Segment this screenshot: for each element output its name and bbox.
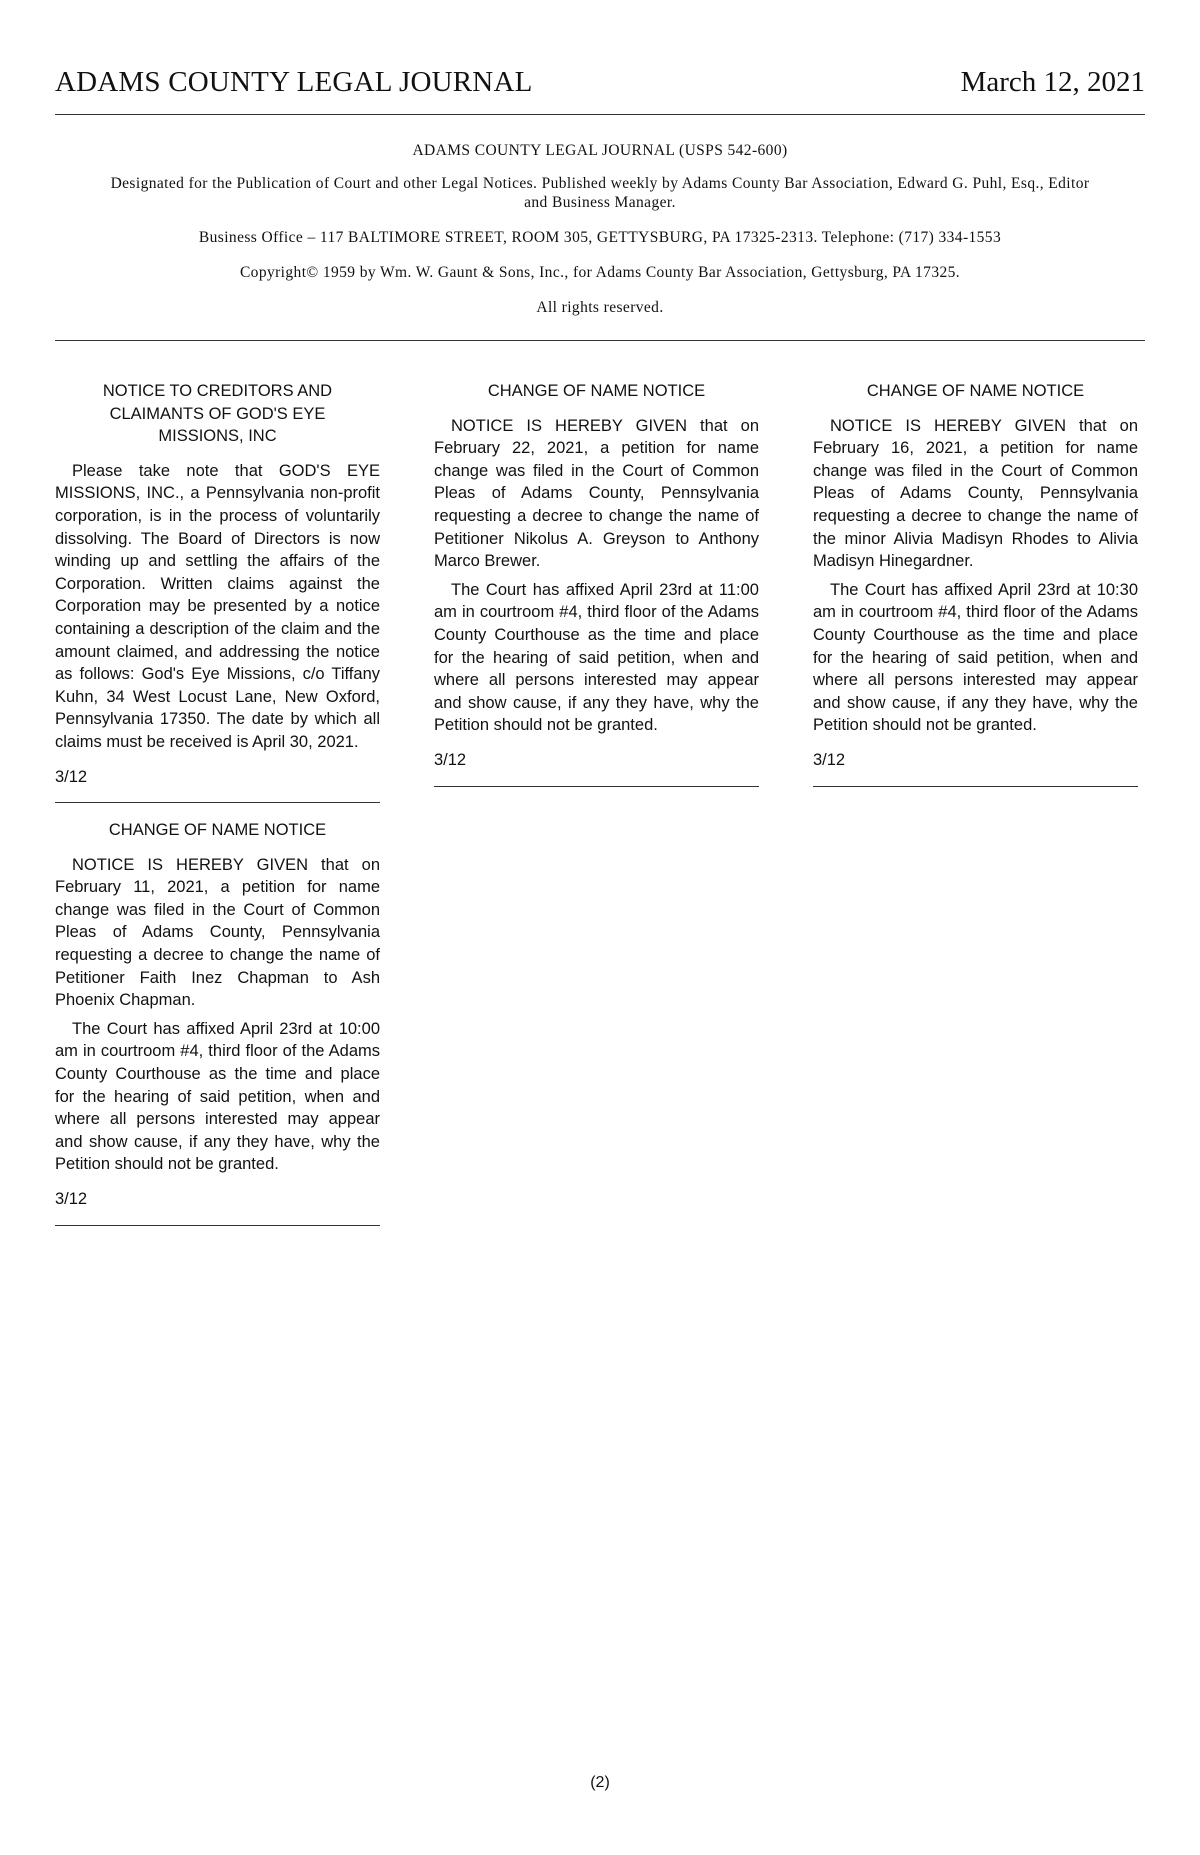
page-header — [55, 66, 1145, 115]
notice-name-change-chapman — [55, 819, 380, 1226]
notice-title: CHANGE OF NAME NOTICE — [866, 382, 1085, 400]
masthead-rights: All rights reserved. — [536, 299, 664, 316]
notice-paragraph: NOTICE IS HEREBY GIVEN that on February 16, 2021, a petition for name change was filed in the Court of Common Pleas of Adams County, Pennsylvania requesting a decree to change the name of the minor Alivia Madisyn Rhodes to Alivia Madisyn Hinegardner. — [813, 416, 1138, 571]
notice-title: CHANGE OF NAME NOTICE — [108, 821, 327, 840]
masthead-copyright: Copyright© 1959 by Wm. W. Gaunt & Sons, Inc., for Adams County Bar Association, Gettysburg, PA 17325. — [239, 264, 961, 281]
notice-date-stamp: 3/12 — [55, 1190, 88, 1208]
column-middle — [434, 380, 759, 803]
issue-date: March 12, 2021 — [960, 66, 1145, 98]
column-right — [813, 380, 1138, 803]
masthead-publication-line: ADAMS COUNTY LEGAL JOURNAL (USPS 542-600) — [412, 142, 788, 159]
notice-paragraph: The Court has affixed April 23rd at 10:30 am in courtroom #4, third floor of the Adams County Courthouse as the time and place for the hearing of said petition, when and where all persons interested may appear and show cause, if any they have, why the Petition should not be granted. — [813, 580, 1138, 735]
notice-paragraph: NOTICE IS HEREBY GIVEN that on February 22, 2021, a petition for name change was filed in the Court of Common Pleas of Adams County, Pennsylvania requesting a decree to change the name of Petitioner Nikolus A. Greyson to Anthony Marco Brewer. — [434, 416, 759, 571]
notice-paragraph: The Court has affixed April 23rd at 10:00 am in courtroom #4, third floor of the Adams County Courthouse as the time and place for the hearing of said petition, when and where all persons interested may appear and show cause, if any they have, why the Petition should not be granted. — [55, 1019, 380, 1174]
notice-date-stamp: 3/12 — [434, 750, 467, 769]
column-left — [55, 380, 380, 1242]
notice-name-change-rhodes — [813, 380, 1138, 787]
notice-paragraph: NOTICE IS HEREBY GIVEN that on February 11, 2021, a petition for name change was filed in the Court of Common Pleas of Adams County, Pennsylvania requesting a decree to change the name of Petitioner Faith Inez Chapman to Ash Phoenix Chapman. — [55, 855, 380, 1010]
notice-paragraph: Please take note that GOD'S EYE MISSIONS, INC., a Pennsylvania non-profit corporation, is in the process of voluntarily dissolving. The Board of Directors is now winding up and settling the affairs of the Corporation. Written claims against the Corporation may be presented by a notice containing a description of the claim and the amount claimed, and addressing the notice as follows: God's Eye Missions, c/o Tiffany Kuhn, 34 West Locust Lane, New Oxford, Pennsylvania 17350. The date by which all claims must be received is April 30, 2021. — [55, 461, 380, 751]
notice-title: CHANGE OF NAME NOTICE — [487, 382, 706, 400]
notice-title: NOTICE TO CREDITORS AND CLAIMANTS OF GOD'S EYE MISSIONS, INC — [102, 382, 333, 446]
masthead-business-office: Business Office – 117 BALTIMORE STREET, ROOM 305, GETTYSBURG, PA 17325-2313. Telephone: (717) 334-1553 — [198, 229, 1002, 246]
masthead — [55, 138, 1145, 341]
masthead-designation: Designated for the Publication of Court and other Legal Notices. Published weekly by Adams County Bar Association, Edward G. Puhl, Esq., Editor and Business Manager. — [110, 175, 1090, 211]
page-number: (2) — [590, 1774, 610, 1791]
journal-title: ADAMS COUNTY LEGAL JOURNAL — [55, 66, 533, 98]
notice-creditors — [55, 380, 380, 803]
notice-date-stamp: 3/12 — [813, 750, 846, 769]
notice-date-stamp: 3/12 — [55, 767, 88, 786]
notice-paragraph: The Court has affixed April 23rd at 11:00 am in courtroom #4, third floor of the Adams County Courthouse as the time and place for the hearing of said petition, when and where all persons interested may appear and show cause, if any they have, why the Petition should not be granted. — [434, 580, 759, 735]
notice-name-change-greyson — [434, 380, 759, 787]
